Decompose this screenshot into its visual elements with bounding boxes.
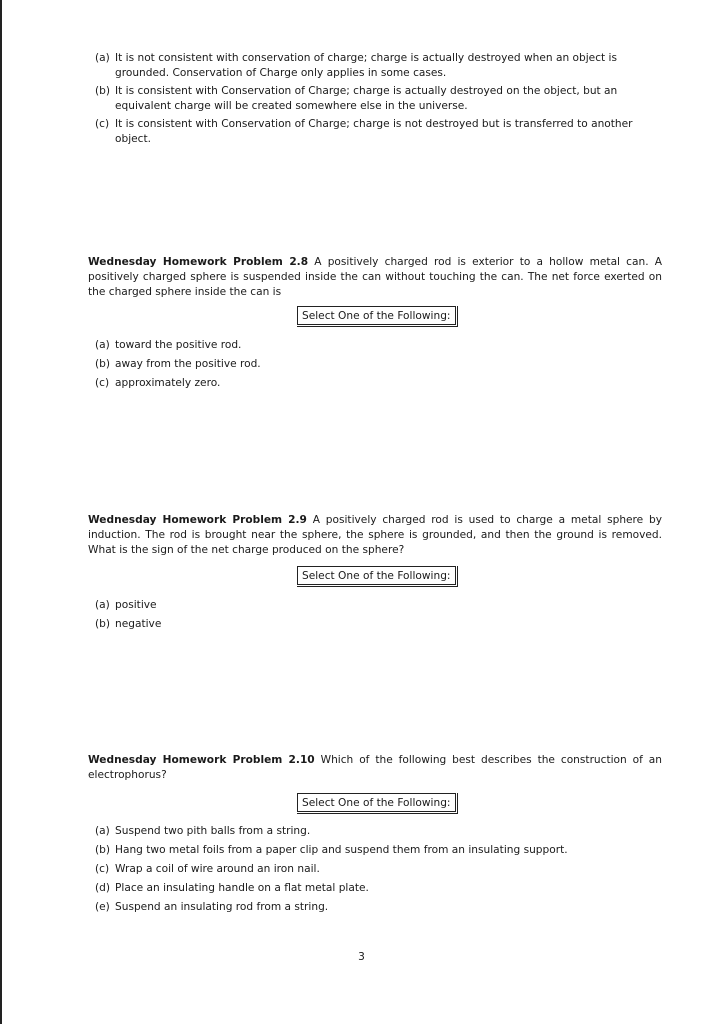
option-b[interactable]: (b) negative: [95, 618, 162, 630]
option-d[interactable]: (d) Place an insulating handle on a flat metal plate.: [95, 882, 369, 894]
problem-text: Wednesday Homework Problem 2.9 A positively charged rod is used to charge a metal sphere by induction. The rod is brought near the sphere, the sphere is grounded, and then the ground is removed. What is the sign of the net charge produced on the sphere?: [88, 514, 662, 556]
problem-2-9-options: [88, 598, 662, 632]
prev-problem-options: [88, 51, 662, 147]
select-one-button[interactable]: Select One of the Following:: [297, 306, 456, 325]
option-prev-a[interactable]: (a) It is not consistent with conservation of charge; charge is actually destroyed when an object is grounded. Conservation of Charge only applies in some cases.: [95, 52, 617, 79]
option-b[interactable]: (b) away from the positive rod.: [95, 358, 261, 370]
option-a[interactable]: (a) Suspend two pith balls from a string.: [95, 825, 311, 837]
page-left-edge: [0, 0, 2, 1024]
problem-2-8-options: [88, 338, 662, 391]
problem-title: Wednesday Homework Problem 2.8: [88, 256, 309, 268]
select-one-button[interactable]: Select One of the Following:: [297, 793, 456, 812]
select-one-button[interactable]: Select One of the Following:: [297, 566, 456, 585]
option-b[interactable]: (b) Hang two metal foils from a paper clip and suspend them from an insulating support.: [95, 844, 568, 856]
option-a[interactable]: (a) positive: [95, 599, 157, 611]
option-a[interactable]: (a) toward the positive rod.: [95, 339, 242, 351]
option-prev-c[interactable]: (c) It is consistent with Conservation of Charge; charge is not destroyed but is transferred to another object.: [95, 118, 633, 145]
problem-2-10-options: [88, 824, 662, 915]
problem-text: Wednesday Homework Problem 2.10 Which of the following best describes the construction of an electrophorus?: [88, 754, 663, 781]
problem-2-9: [88, 513, 662, 558]
problem-2-8: [88, 255, 662, 300]
option-e[interactable]: (e) Suspend an insulating rod from a string.: [95, 901, 329, 913]
problem-2-10: [88, 753, 662, 783]
problem-title: Wednesday Homework Problem 2.10: [88, 754, 315, 766]
option-prev-b[interactable]: (b) It is consistent with Conservation of Charge; charge is actually destroyed on the object, but an equivalent charge will be created somewhere else in the universe.: [95, 85, 618, 112]
option-c[interactable]: (c) Wrap a coil of wire around an iron nail.: [95, 863, 320, 875]
problem-title: Wednesday Homework Problem 2.9: [88, 514, 307, 526]
problem-text: Wednesday Homework Problem 2.8 A positively charged rod is exterior to a hollow metal can. A positively charged sphere is suspended inside the can without touching the can. The net force exerted on the charged sphere inside the can is: [88, 256, 662, 298]
option-c[interactable]: (c) approximately zero.: [95, 377, 221, 389]
page-number: 3: [358, 951, 365, 963]
